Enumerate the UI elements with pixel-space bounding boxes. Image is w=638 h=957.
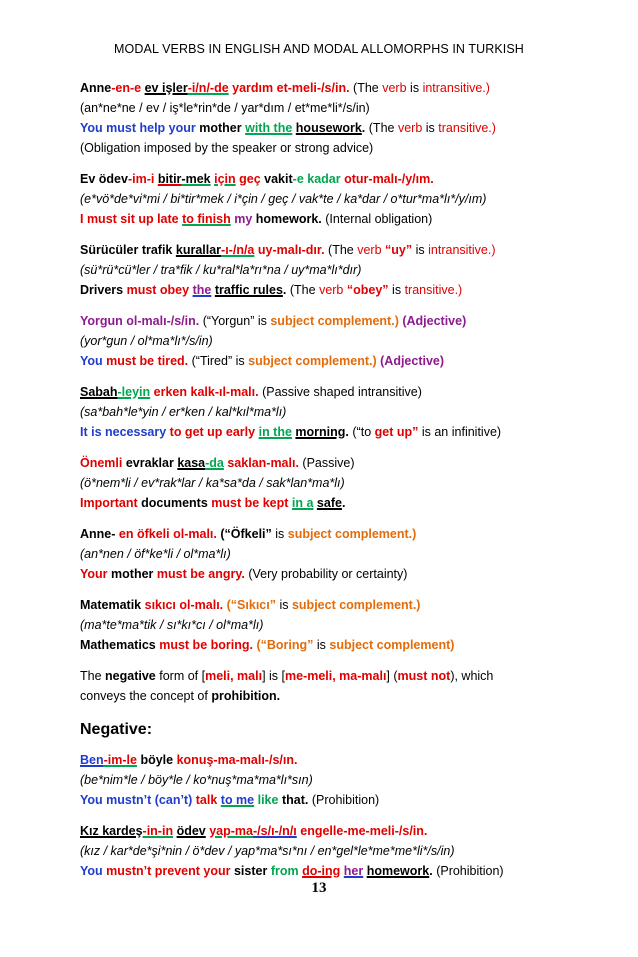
example-2 <box>80 169 580 229</box>
page-number: 13 <box>311 880 327 896</box>
turkish-sentence: Ev ödev-im-i bitir-mek için geç vakit-e kadar otur-malı-/y/ım. <box>80 172 434 186</box>
turkish-sentence: Anne- en öfkeli ol-malı. (“Öfkeli” is subject complement.) <box>80 527 417 541</box>
turkish-sentence: Yorgun ol-malı-/s/in. (“Yorgun” is subject complement.) (Adjective) <box>80 314 467 328</box>
turkish-sentence: Ben-im-le böyle konuş-ma-malı-/s/ın. <box>80 753 298 767</box>
example-4 <box>80 311 580 371</box>
example-8 <box>80 595 580 655</box>
english-translation: Important documents must be kept in a safe. <box>80 496 346 510</box>
syllable-breakdown: (an*ne*ne / ev / iş*le*rin*de / yar*dım / et*me*li*/s/in) <box>80 101 370 115</box>
turkish-sentence: Sabah-leyin erken kalk-ıl-malı. (Passive shaped intransitive) <box>80 385 422 399</box>
explanation: (Obligation imposed by the speaker or strong advice) <box>80 141 374 155</box>
english-translation: It is necessary to get up early in the morning. (“to get up” is an infinitive) <box>80 425 502 439</box>
turkish-sentence: Sürücüler trafik kurallar-ı-/n/a uy-malı-dır. (The verb “uy” is intransitive.) <box>80 243 496 257</box>
syllable-breakdown: (e*vö*de*vi*mi / bi*tir*mek / i*çin / geç / vak*te / ka*dar / o*tur*ma*lı*/y/ım) <box>80 192 487 206</box>
turkish-sentence: Matematik sıkıcı ol-malı. (“Sıkıcı” is subject complement.) <box>80 598 421 612</box>
english-translation: Your mother must be angry. (Very probability or certainty) <box>80 567 408 581</box>
syllable-breakdown: (be*nim*le / böy*le / ko*nuş*ma*ma*lı*sın) <box>80 773 313 787</box>
english-translation: I must sit up late to finish my homework. (Internal obligation) <box>80 212 433 226</box>
syllable-breakdown: (ö*nem*li / ev*rak*lar / ka*sa*da / sak*lan*ma*lı) <box>80 476 345 490</box>
example-5 <box>80 382 580 442</box>
syllable-breakdown: (kız / kar*de*şi*nin / ö*dev / yap*ma*sı*nı / en*gel*le*me*me*li*/s/in) <box>80 844 455 858</box>
english-translation: You mustn’t prevent your sister from do-ing her homework. (Prohibition) <box>80 864 504 878</box>
page-header: MODAL VERBS IN ENGLISH AND MODAL ALLOMORPHS IN TURKISH <box>114 42 524 56</box>
example-9 <box>80 750 580 810</box>
turkish-sentence: Önemli evraklar kasa-da saklan-malı. (Passive) <box>80 456 355 470</box>
english-translation: You must be tired. (“Tired” is subject complement.) (Adjective) <box>80 354 445 368</box>
english-translation: You mustn’t (can’t) talk to me like that. (Prohibition) <box>80 793 380 807</box>
turkish-sentence: Anne-en-e ev işler-i/n/-de yardım et-meli-/s/in. (The verb is intransitive.) <box>80 81 490 95</box>
english-translation: You must help your mother with the housework. (The verb is transitive.) <box>80 121 496 135</box>
example-1 <box>80 78 580 158</box>
page-content <box>80 78 580 892</box>
example-3 <box>80 240 580 300</box>
syllable-breakdown: (sü*rü*cü*ler / tra*fik / ku*ral*la*rı*na / uy*ma*lı*dır) <box>80 263 362 277</box>
syllable-breakdown: (ma*te*ma*tik / sı*kı*cı / ol*ma*lı) <box>80 618 264 632</box>
example-6 <box>80 453 580 513</box>
turkish-sentence: Kız kardeş-in-in ödev yap-ma-/s/ı-/n/ı engelle-me-meli-/s/in. <box>80 824 428 838</box>
section-heading: Negative: <box>80 721 153 738</box>
syllable-breakdown: (an*nen / öf*ke*li / ol*ma*lı) <box>80 547 231 561</box>
syllable-breakdown: (sa*bah*le*yin / er*ken / kal*kıl*ma*lı) <box>80 405 287 419</box>
english-translation: Drivers must obey the traffic rules. (The verb “obey” is transitive.) <box>80 283 463 297</box>
example-10 <box>80 821 580 881</box>
english-translation: Mathematics must be boring. (“Boring” is subject complement) <box>80 638 455 652</box>
negative-explanation: The negative form of [meli, malı] is [me-meli, ma-malı] (must not), which conveys the concept of prohibition. <box>80 669 494 703</box>
syllable-breakdown: (yor*gun / ol*ma*lı*/s/in) <box>80 334 213 348</box>
example-7 <box>80 524 580 584</box>
